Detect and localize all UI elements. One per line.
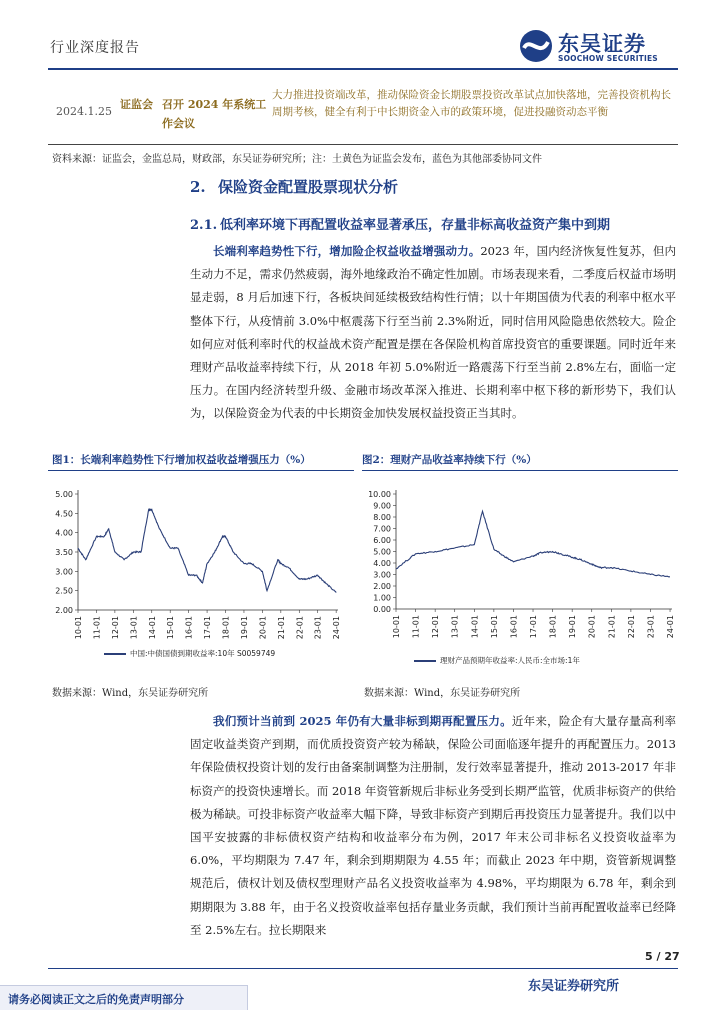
table-source-note: 资料来源：证监会，金监总局，财政部，东吴证券研究所；注：土黄色为证监会发布，蓝色为其他部委协同文件 xyxy=(52,154,542,165)
y-tick-label: 2.00 xyxy=(373,582,391,591)
y-tick-label: 3.50 xyxy=(55,548,73,557)
y-tick-label: 5.00 xyxy=(373,547,391,557)
y-tick-label: 4.00 xyxy=(55,528,73,538)
x-tick-label: 24-01 xyxy=(332,616,342,640)
y-tick-label: 8.00 xyxy=(373,513,391,522)
y-tick-label: 2.00 xyxy=(55,606,73,615)
x-tick-label: 12-01 xyxy=(431,615,441,639)
paragraph-1 xyxy=(190,240,676,426)
section-heading xyxy=(190,176,398,197)
y-tick-label: 5.00 xyxy=(55,490,73,499)
series-line xyxy=(78,509,336,593)
policy-table-row xyxy=(48,83,678,145)
paragraph-2-lead: 我们预计当前到 2025 年仍有大量非标到期再配置压力。 xyxy=(213,714,512,728)
y-tick-label: 9.00 xyxy=(373,501,391,511)
y-tick-label: 3.00 xyxy=(373,570,391,580)
figure-2-title-rule xyxy=(362,470,678,471)
x-tick-label: 13-01 xyxy=(450,615,460,639)
y-tick-label: 4.00 xyxy=(373,559,391,568)
x-tick-label: 21-01 xyxy=(276,616,286,640)
figure-2-legend-label: 理财产品预期年收益率:人民币:全市场:1年 xyxy=(440,656,580,665)
figure-2-svg xyxy=(362,478,678,676)
subsection-heading xyxy=(190,214,610,233)
logo-mark-icon xyxy=(518,28,554,64)
x-tick-label: 18-01 xyxy=(221,616,231,640)
y-tick-label: 6.00 xyxy=(373,536,391,545)
y-tick-label: 7.00 xyxy=(373,524,391,534)
y-tick-label: 10.00 xyxy=(368,490,391,499)
x-tick-label: 18-01 xyxy=(548,615,558,639)
figure-1-legend xyxy=(104,648,275,659)
section-title: 保险资金配置股票现状分析 xyxy=(218,178,399,196)
logo-cn-text: 东吴证券 xyxy=(558,32,646,56)
x-tick-label: 17-01 xyxy=(203,616,213,640)
disclaimer-text: 请务必阅读正文之后的免责声明部分 xyxy=(8,993,184,1006)
x-tick-label: 14-01 xyxy=(470,615,480,639)
x-tick-label: 20-01 xyxy=(258,616,268,640)
figure-1-svg xyxy=(48,478,354,676)
paragraph-2 xyxy=(190,710,676,942)
x-tick-label: 10-01 xyxy=(74,616,83,640)
header-divider xyxy=(48,68,678,70)
x-tick-label: 11-01 xyxy=(411,615,421,639)
x-tick-label: 12-01 xyxy=(110,616,120,640)
logo-en-text: SOOCHOW SECURITIES xyxy=(558,54,658,63)
y-tick-label: 4.50 xyxy=(55,509,73,519)
legend-swatch-2 xyxy=(414,660,436,662)
figure-2-source: 数据来源：Wind，东吴证券研究所 xyxy=(364,688,521,699)
subsection-title: 低利率环境下再配置收益率显著承压，存量非标高收益资产集中到期 xyxy=(220,218,611,233)
x-tick-label: 19-01 xyxy=(568,615,578,639)
y-tick-label: 0.00 xyxy=(373,605,391,614)
x-tick-label: 16-01 xyxy=(184,616,194,640)
x-tick-label: 19-01 xyxy=(239,616,249,640)
x-tick-label: 21-01 xyxy=(607,615,617,639)
x-tick-label: 15-01 xyxy=(489,615,499,639)
x-tick-label: 15-01 xyxy=(166,616,176,640)
brand-logo xyxy=(518,28,678,66)
x-tick-label: 22-01 xyxy=(626,615,636,639)
x-tick-label: 13-01 xyxy=(129,616,139,640)
series-line xyxy=(396,511,670,577)
x-tick-label: 11-01 xyxy=(92,616,102,640)
x-tick-label: 20-01 xyxy=(587,615,597,639)
x-tick-label: 22-01 xyxy=(295,616,305,640)
policy-description: 大力推进投资端改革，推动保险资金长期股票投资改革试点加快落地，完善投资机构长周期考核，健全有利于中长期资金入市的政策环境，促进投融资动态平衡 xyxy=(272,89,671,118)
figure-2-title: 图2：理财产品收益率持续下行（%） xyxy=(362,454,537,466)
subsection-number: 2.1. xyxy=(190,218,218,233)
policy-org: 证监会 xyxy=(120,98,153,111)
page-number: 5 / 27 xyxy=(645,950,680,963)
figure-1-title-rule xyxy=(48,470,354,471)
policy-date: 2024.1.25 xyxy=(56,105,112,118)
figure-1-title: 图1：长端利率趋势性下行增加权益收益增强压力（%） xyxy=(52,454,311,466)
y-tick-label: 1.00 xyxy=(373,593,391,603)
policy-event: 召开 2024 年系统工作会议 xyxy=(162,98,267,130)
disclaimer-banner xyxy=(0,985,248,1010)
figure-1-source: 数据来源：Wind，东吴证券研究所 xyxy=(52,688,209,699)
x-tick-label: 10-01 xyxy=(392,615,401,639)
figure-1-chart xyxy=(48,478,354,676)
x-tick-label: 14-01 xyxy=(147,616,157,640)
paragraph-2-body: 近年来，险企有大量存量高利率固定收益类资产到期，而优质投资资产较为稀缺，保险公司面临逐年提升的再配置压力。2013 年保险债权投资计划的发行由备案制调整为注册制，发行效率显著提升，推动 2013-2017 年非标资产的投资快速增长。而 2018 年资管新规后非标业务受到长期严监管，优质非标资产的供给极为稀缺。可投非标资产收益率大幅下降，导致非标资产到期后再投资压力显著提升。我们以中国平安披露的非标债权资产结构和收益率分布为例，2017 年末公司非标名义投资收益率为 6.0%，平均期限为 7.47 年，剩余到期期限为 4.55 年；而截止 2023 年中期，资管新规调整规范后，债权计划及债权型理财产品名义投资收益率为 4.98%，平均期限为 6.78 年，剩余到期期限为 3.88 年，由于名义投资收益率包括存量业务贡献，我们预计当前再配置收益率已经降至 2.5%左右。拉长期限来 xyxy=(190,714,676,937)
x-tick-label: 16-01 xyxy=(509,615,519,639)
x-tick-label: 23-01 xyxy=(646,615,656,639)
footer-firm: 东吴证券研究所 xyxy=(528,979,620,994)
paragraph-1-body: 2023 年，国内经济恢复性复苏，但内生动力不足，需求仍然疲弱，海外地缘政治不确定性加剧。市场表现来看，二季度后权益市场明显走弱，8 月后加速下行，各板块间延续极致结构性行情；以十年期国债为代表的利率中枢水平整体下行，从疫情前 3.0%中枢震荡下行至当前 2.3%附近，同时信用风险隐患依然较大。险企如何应对低利率时代的权益战术资产配置是摆在各保险机构首席投资官的重要课题。同时近年来理财产品收益率持续下行，从 2018 年初 5.0%附近一路震荡下行至当前 2.8%左右，面临一定压力。在国内经济转型升级、金融市场改革深入推进、长期利率中枢下移的新形势下，我们认为，以保险资金为代表的中长期资金加快发展权益投资正当其时。 xyxy=(190,244,676,421)
paragraph-1-lead: 长端利率趋势性下行，增加险企权益收益增强动力。 xyxy=(213,244,481,258)
x-tick-label: 17-01 xyxy=(529,615,539,639)
legend-swatch-1 xyxy=(104,653,126,655)
y-tick-label: 3.00 xyxy=(55,567,73,577)
x-tick-label: 23-01 xyxy=(313,616,323,640)
footer-divider xyxy=(48,968,678,969)
report-category: 行业深度报告 xyxy=(50,40,140,56)
section-number: 2. xyxy=(190,178,206,196)
figure-2-legend xyxy=(414,655,580,666)
figure-1-legend-label: 中国:中债国债到期收益率:10年 S0059749 xyxy=(130,649,276,658)
figure-2-chart xyxy=(362,478,678,676)
x-tick-label: 24-01 xyxy=(666,615,676,639)
y-tick-label: 2.50 xyxy=(55,586,73,596)
